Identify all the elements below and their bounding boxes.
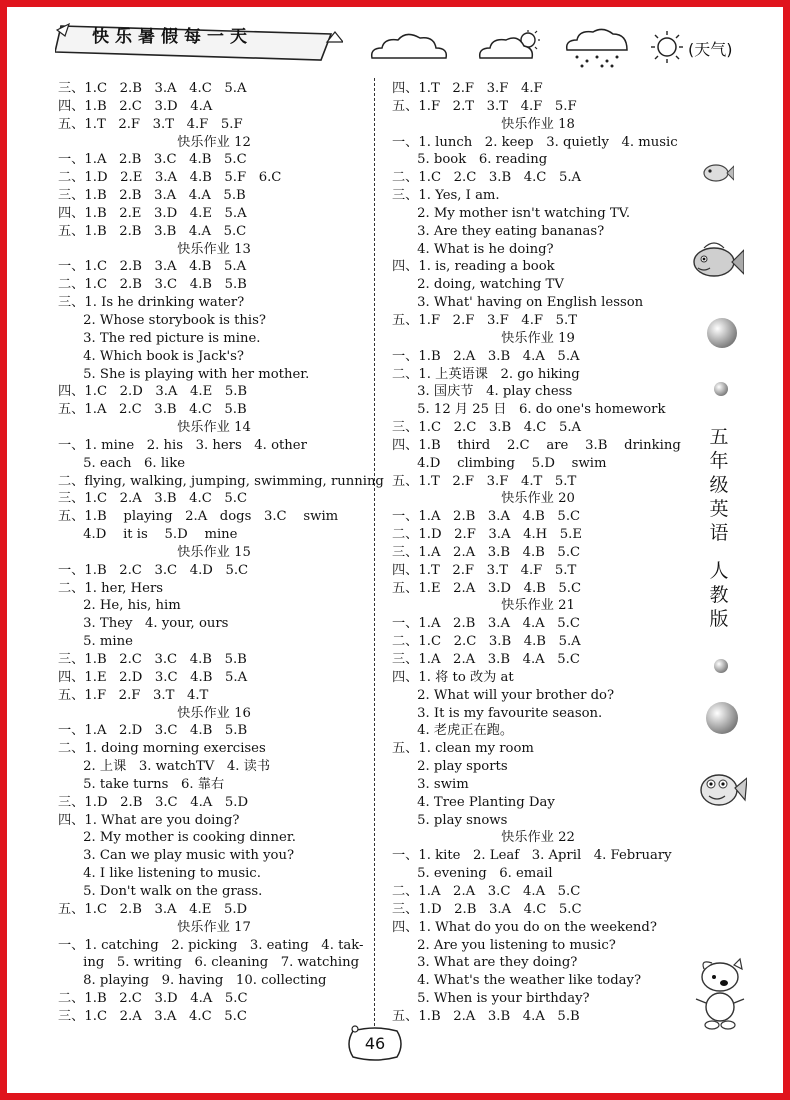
answer-line: 三、1.B 2.C 3.C 4.B 5.B (58, 652, 247, 667)
answer-line: 五、1.F 2.F 3.T 4.T (58, 687, 209, 703)
answer-line: 二、1. her, Hers (58, 580, 164, 596)
answer-line: ing 5. writing 6. cleaning 7. watching (58, 955, 360, 971)
answer-line: 四、1.B third 2.C are 3.B drinking (392, 437, 681, 453)
answer-line: 3. Can we play music with you? (58, 848, 295, 864)
answer-line: 四、1.T 2.F 3.T 4.F 5.T (392, 562, 577, 578)
answer-line: 4.D climbing 5.D swim (392, 455, 607, 471)
answer-line: 3. The red picture is mine. (58, 330, 261, 346)
answer-line: 四、1.B 2.E 3.D 4.E 5.A (58, 205, 247, 221)
page-number: 46 (364, 1034, 386, 1053)
answer-line: 8. playing 9. having 10. collecting (58, 973, 327, 989)
answer-line: 二、1.A 2.A 3.C 4.A 5.C (392, 883, 581, 899)
answer-line: 5. When is your birthday? (392, 991, 590, 1007)
answer-line: 2. He, his, him (58, 598, 181, 614)
answer-line: 2. Are you listening to music? (392, 937, 616, 953)
small-fish-icon (700, 160, 734, 186)
answer-line: 五、1.F 2.F 3.F 4.F 5.T (392, 312, 577, 328)
answer-line: 5. play snows (392, 812, 508, 828)
answer-line: 3. swim (392, 776, 469, 792)
answer-line: 2. My mother is cooking dinner. (58, 830, 296, 846)
answer-line: 二、1. 上英语课 2. go hiking (392, 366, 580, 382)
section-heading: 快乐作业 12 (177, 134, 251, 150)
section-heading: 快乐作业 16 (177, 705, 251, 721)
answer-line: 一、1.C 2.B 3.A 4.B 5.A (58, 259, 247, 275)
answer-line: 三、1.D 2.B 3.A 4.C 5.C (392, 901, 582, 917)
answer-line: 五、1.C 2.B 3.A 4.E 5.D (58, 901, 248, 917)
small-bubble-icon (713, 381, 729, 397)
answer-line: 4. 老虎正在跑。 (392, 723, 514, 739)
section-heading: 快乐作业 18 (501, 116, 575, 132)
answer-line: 4. I like listening to music. (58, 866, 261, 882)
answer-line: 5. mine (58, 634, 133, 650)
section-heading: 快乐作业 17 (177, 919, 251, 935)
answer-line: 五、1.A 2.C 3.B 4.C 5.B (58, 402, 247, 418)
answer-line: 五、1.B playing 2.A dogs 3.C swim (58, 509, 339, 525)
left-answer-column (58, 80, 384, 1026)
section-heading: 快乐作业 14 (177, 420, 251, 436)
answer-line: 3. 国庆节 4. play chess (392, 384, 573, 400)
answer-line: 四、1.T 2.F 3.F 4.F (392, 81, 543, 96)
banner-title: 快乐暑假每一天 (92, 27, 253, 47)
sun-icon (650, 30, 684, 64)
fish-icon (690, 238, 744, 282)
answer-line: 5. 12 月 25 日 6. do one's homework (392, 402, 666, 418)
cloudy-sun-icon (478, 30, 544, 62)
answer-line: 二、flying, walking, jumping, swimming, running (58, 473, 384, 489)
answer-line: 3. They 4. your, ours (58, 616, 229, 632)
answer-line: 一、1.B 2.A 3.B 4.A 5.A (392, 348, 580, 364)
answer-line: 三、1.B 2.B 3.A 4.A 5.B (58, 188, 246, 204)
answer-line: 四、1.C 2.D 3.A 4.E 5.B (58, 384, 248, 400)
answer-line: 一、1. kite 2. Leaf 3. April 4. February (392, 848, 672, 864)
answer-line: 4.D it is 5.D mine (58, 527, 238, 543)
rain-icon (563, 28, 631, 70)
answer-line: 二、1. doing morning exercises (58, 741, 266, 757)
answer-line: 4. What is he doing? (392, 241, 554, 257)
answer-line: 四、1. What are you doing? (58, 812, 240, 828)
answer-line: 三、1. Yes, I am. (392, 188, 500, 204)
answer-line: 四、1.E 2.D 3.C 4.B 5.A (58, 669, 248, 685)
answer-line: 3. What' having on English lesson (392, 295, 644, 311)
answer-line: 三、1.C 2.C 3.B 4.C 5.A (392, 420, 582, 436)
right-answer-column (392, 80, 684, 1026)
answer-line: 4. Tree Planting Day (392, 794, 555, 810)
answer-line: 一、1. lunch 2. keep 3. quietly 4. music (392, 134, 678, 150)
cloud-icon (368, 30, 450, 62)
section-heading: 快乐作业 20 (501, 491, 575, 507)
answer-line: 二、1.C 2.C 3.B 4.B 5.A (392, 634, 581, 650)
column-divider (374, 78, 375, 1026)
answer-line: 三、1.A 2.A 3.B 4.A 5.C (392, 652, 580, 667)
bubble-icon-2 (704, 700, 740, 736)
answer-line: 四、1. is, reading a book (392, 259, 555, 275)
edition-label: 人教版 (709, 560, 729, 630)
answer-line: 五、1.T 2.F 3.T 4.F 5.F (58, 116, 243, 132)
answer-line: 五、1.E 2.A 3.D 4.B 5.C (392, 580, 582, 596)
section-heading: 快乐作业 21 (501, 598, 575, 614)
answer-line: 一、1.A 2.B 3.C 4.B 5.C (58, 152, 247, 168)
cartoon-dog-icon (690, 955, 750, 1031)
grade-subject-label: 五年级英语 (709, 426, 729, 544)
answer-line: 二、1.D 2.E 3.A 4.B 5.F 6.C (58, 170, 282, 186)
section-heading: 快乐作业 15 (177, 544, 251, 560)
answer-line: 二、1.C 2.B 3.C 4.B 5.B (58, 277, 247, 293)
answer-line: 一、1. mine 2. his 3. hers 4. other (58, 437, 307, 453)
bubble-icon (705, 316, 739, 350)
answer-line: 5. Don't walk on the grass. (58, 883, 263, 899)
answer-line: 5. evening 6. email (392, 866, 553, 882)
section-heading: 快乐作业 13 (177, 241, 251, 257)
answer-line: 2. Whose storybook is this? (58, 312, 266, 328)
answer-line: 一、1.A 2.D 3.C 4.B 5.B (58, 723, 248, 739)
answer-line: 五、1.B 2.A 3.B 4.A 5.B (392, 1008, 580, 1024)
answer-line: 2. My mother isn't watching TV. (392, 205, 631, 221)
answer-line: 3. Are they eating bananas? (392, 223, 605, 239)
answer-line: 2. What will your brother do? (392, 687, 615, 703)
answer-line: 2. play sports (392, 759, 508, 775)
answer-line: 5. take turns 6. 靠右 (58, 776, 225, 792)
answer-line: 二、1.D 2.F 3.A 4.H 5.E (392, 527, 582, 543)
answer-line: 3. It is my favourite season. (392, 705, 603, 721)
answer-line: 4. What's the weather like today? (392, 973, 642, 989)
answer-line: 5. She is playing with her mother. (58, 366, 310, 382)
section-heading: 快乐作业 19 (501, 330, 575, 346)
answer-line: 一、1.A 2.B 3.A 4.A 5.C (392, 616, 580, 632)
answer-line: 5. each 6. like (58, 455, 186, 471)
answer-line: 三、1. Is he drinking water? (58, 295, 245, 311)
section-heading: 快乐作业 22 (501, 830, 575, 846)
answer-line: 四、1.B 2.C 3.D 4.A (58, 98, 213, 114)
answer-line: 五、1.F 2.T 3.T 4.F 5.F (392, 98, 577, 114)
answer-line: 四、1. 将 to 改为 at (392, 669, 514, 685)
answer-line: 五、1. clean my room (392, 741, 534, 757)
answer-line: 2. doing, watching TV (392, 277, 564, 293)
answer-line: 三、1.A 2.A 3.B 4.B 5.C (392, 544, 581, 560)
answer-line: 一、1.B 2.C 3.C 4.D 5.C (58, 562, 249, 578)
answer-line: 二、1.C 2.C 3.B 4.C 5.A (392, 170, 582, 186)
answer-line: 一、1. catching 2. picking 3. eating 4. tak- (58, 937, 364, 953)
answer-line: 三、1.C 2.A 3.A 4.C 5.C (58, 1008, 247, 1024)
answer-line: 三、1.C 2.B 3.A 4.C 5.A (58, 81, 247, 96)
answer-line: 三、1.C 2.A 3.B 4.C 5.C (58, 491, 248, 507)
answer-line: 四、1. What do you do on the weekend? (392, 919, 657, 935)
answer-line: 3. What are they doing? (392, 955, 578, 971)
cartoon-fish-icon (697, 766, 747, 812)
small-bubble-icon-2 (713, 658, 729, 674)
answer-line: 二、1.B 2.C 3.D 4.A 5.C (58, 991, 248, 1007)
weather-label: (天气) (688, 40, 733, 59)
answer-line: 4. Which book is Jack's? (58, 348, 244, 364)
answer-line: 五、1.T 2.F 3.F 4.T 5.T (392, 473, 577, 489)
answer-line: 三、1.D 2.B 3.C 4.A 5.D (58, 794, 249, 810)
answer-line: 5. book 6. reading (392, 152, 548, 168)
answer-line: 2. 上课 3. watchTV 4. 读书 (58, 759, 271, 775)
answer-line: 五、1.B 2.B 3.B 4.A 5.C (58, 223, 247, 239)
answer-line: 一、1.A 2.B 3.A 4.B 5.C (392, 509, 581, 525)
